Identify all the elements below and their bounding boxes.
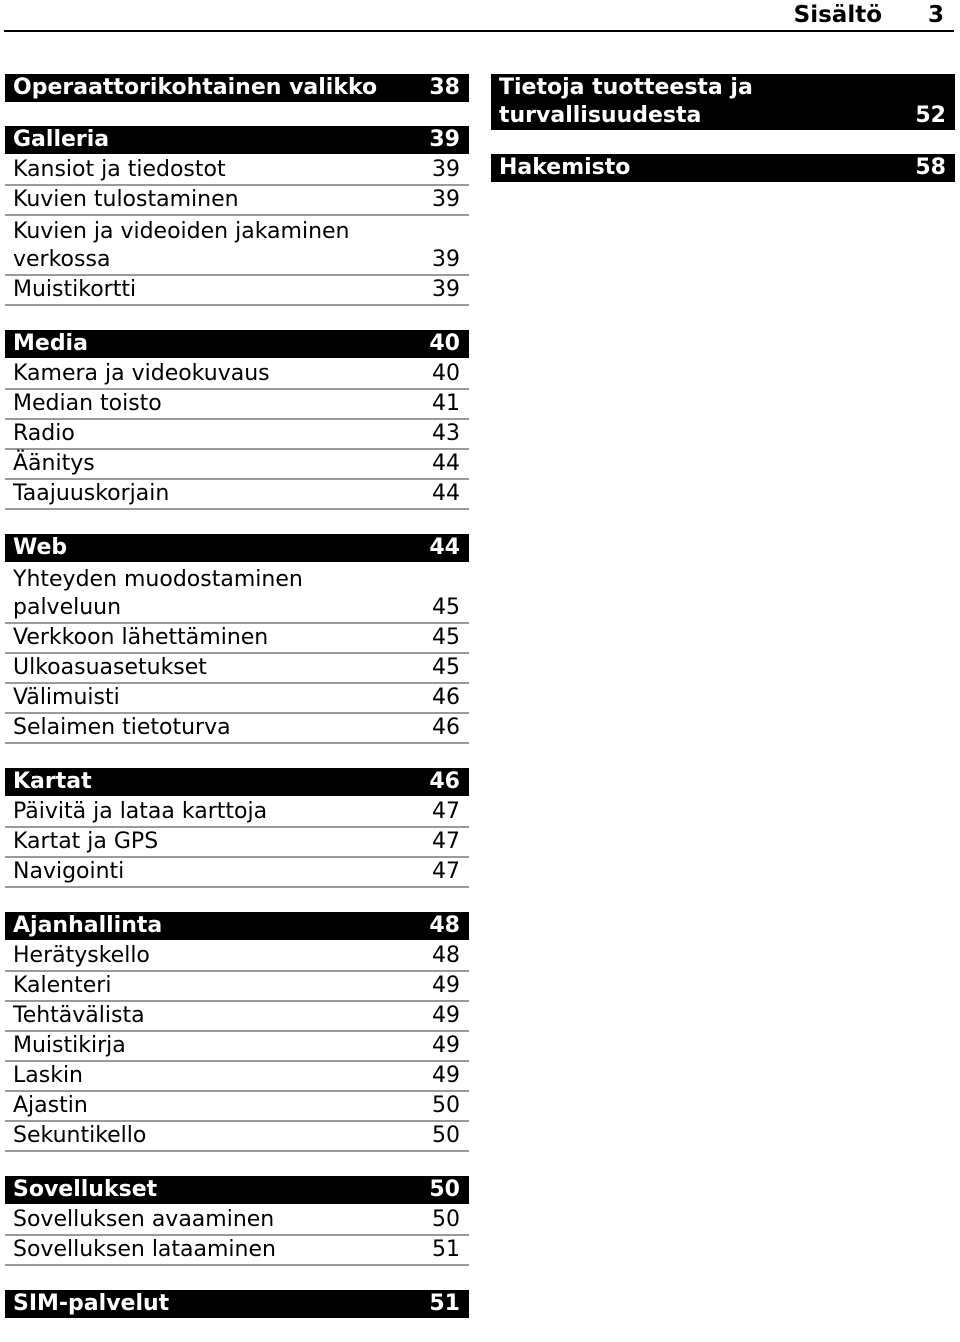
entry-label: Sovelluksen lataaminen (13, 1237, 276, 1262)
toc-entry[interactable] (5, 450, 469, 480)
toc-entry[interactable] (5, 390, 469, 420)
toc-entry[interactable] (5, 564, 469, 624)
toc-entry[interactable] (5, 654, 469, 684)
toc-section-heading[interactable] (491, 154, 955, 182)
entry-label: Ulkoasuasetukset (13, 655, 207, 680)
toc-entry[interactable] (5, 1122, 469, 1152)
entry-page-number: 45 (432, 625, 460, 650)
entry-page-number: 45 (432, 595, 460, 620)
section-page-number: 48 (429, 913, 460, 938)
entry-page-number: 50 (432, 1093, 460, 1118)
entry-page-number: 39 (432, 157, 460, 182)
section-page-number: 38 (429, 75, 460, 100)
entry-label: Äänitys (13, 451, 95, 476)
page-header (4, 0, 954, 32)
toc-section-heading[interactable] (5, 534, 469, 562)
entry-label: Ajastin (13, 1093, 88, 1118)
toc-section-heading[interactable] (5, 126, 469, 154)
entry-page-number: 49 (432, 1033, 460, 1058)
toc-entry[interactable] (5, 1032, 469, 1062)
toc-section-kartat (5, 768, 469, 888)
toc-entry[interactable] (5, 276, 469, 306)
entry-page-number: 43 (432, 421, 460, 446)
toc-entry[interactable] (5, 1062, 469, 1092)
toc-left-column (5, 74, 469, 1342)
entry-label: Taajuuskorjain (13, 481, 170, 506)
page-title: Sisältö (793, 2, 882, 28)
toc-section-ajanhallinta (5, 912, 469, 1152)
section-page-number: 44 (429, 535, 460, 560)
entry-page-number: 47 (432, 799, 460, 824)
entry-label: Kuvien tulostaminen (13, 187, 239, 212)
toc-section-galleria (5, 126, 469, 306)
toc-section-heading[interactable] (5, 1176, 469, 1204)
entry-page-number: 40 (432, 361, 460, 386)
toc-section-heading[interactable] (5, 768, 469, 796)
toc-entry[interactable] (5, 1002, 469, 1032)
toc-section-heading[interactable] (5, 330, 469, 358)
section-title: Web (13, 535, 68, 560)
entry-label: Sovelluksen avaaminen (13, 1207, 275, 1232)
toc-entry[interactable] (5, 156, 469, 186)
entry-page-number: 50 (432, 1123, 460, 1148)
entry-page-number: 50 (432, 1207, 460, 1232)
entry-page-number: 39 (432, 277, 460, 302)
entry-page-number: 45 (432, 655, 460, 680)
toc-section-media (5, 330, 469, 510)
entry-label: Kamera ja videokuvaus (13, 361, 270, 386)
toc-entry[interactable] (5, 1092, 469, 1122)
entry-label: Navigointi (13, 859, 125, 884)
entry-page-number: 48 (432, 943, 460, 968)
entry-label: Tehtävälista (13, 1003, 145, 1028)
toc-entry[interactable] (5, 360, 469, 390)
entry-page-number: 46 (432, 715, 460, 740)
toc-entry[interactable] (5, 186, 469, 216)
toc-section-operaattorikohtainen-valikko (5, 74, 469, 102)
toc-entry[interactable] (5, 480, 469, 510)
entry-label: Laskin (13, 1063, 83, 1088)
toc-entry[interactable] (5, 828, 469, 858)
toc-section-hakemisto (491, 154, 955, 182)
entry-page-number: 47 (432, 829, 460, 854)
toc-entry[interactable] (5, 942, 469, 972)
entry-label: Välimuisti (13, 685, 120, 710)
toc-section-heading[interactable] (5, 912, 469, 940)
toc-entry[interactable] (5, 714, 469, 744)
toc-right-column (491, 74, 955, 206)
section-page-number: 58 (915, 155, 946, 180)
toc-entry[interactable] (5, 1206, 469, 1236)
entry-page-number: 47 (432, 859, 460, 884)
section-page-number: 51 (429, 1291, 460, 1316)
section-page-number: 52 (915, 103, 946, 128)
toc-entry[interactable] (5, 1236, 469, 1266)
entry-label: Median toisto (13, 391, 162, 416)
entry-page-number: 46 (432, 685, 460, 710)
toc-entry[interactable] (5, 624, 469, 654)
toc-entry[interactable] (5, 972, 469, 1002)
entry-page-number: 39 (432, 247, 460, 272)
entry-label: Muistikortti (13, 277, 137, 302)
toc-section-heading[interactable] (5, 1290, 469, 1318)
entry-page-number: 49 (432, 973, 460, 998)
page-number: 3 (927, 2, 944, 28)
section-page-number: 50 (429, 1177, 460, 1202)
toc-entry[interactable] (5, 798, 469, 828)
toc-section-sovellukset (5, 1176, 469, 1266)
section-page-number: 46 (429, 769, 460, 794)
entry-page-number: 39 (432, 187, 460, 212)
entry-label: Selaimen tietoturva (13, 715, 231, 740)
entry-page-number: 51 (432, 1237, 460, 1262)
section-page-number: 40 (429, 331, 460, 356)
section-title: Kartat (13, 769, 92, 794)
toc-entry[interactable] (5, 420, 469, 450)
toc-entry[interactable] (5, 858, 469, 888)
entry-page-number: 49 (432, 1063, 460, 1088)
section-title: Galleria (13, 127, 110, 152)
entry-label: Sekuntikello (13, 1123, 147, 1148)
section-title: Operaattorikohtainen valikko (13, 75, 378, 100)
entry-label: Kansiot ja tiedostot (13, 157, 226, 182)
section-title: Hakemisto (499, 155, 631, 180)
toc-section-heading[interactable] (5, 74, 469, 102)
toc-section-sim-palvelut (5, 1290, 469, 1318)
entry-label: Verkkoon lähettäminen (13, 625, 269, 650)
section-page-number: 39 (429, 127, 460, 152)
toc-section-web (5, 534, 469, 744)
section-title: Ajanhallinta (13, 913, 163, 938)
toc-section-heading[interactable] (491, 74, 955, 130)
entry-label: Yhteyden muodostaminen palveluun (13, 567, 303, 620)
section-title: Media (13, 331, 88, 356)
section-title: SIM-palvelut (13, 1291, 170, 1316)
entry-label: Kuvien ja videoiden jakaminen verkossa (13, 219, 350, 272)
entry-page-number: 44 (432, 481, 460, 506)
entry-label: Kalenteri (13, 973, 112, 998)
entry-page-number: 49 (432, 1003, 460, 1028)
entry-label: Herätyskello (13, 943, 150, 968)
entry-page-number: 44 (432, 451, 460, 476)
section-title: Tietoja tuotteesta ja turvallisuudesta (499, 75, 753, 128)
toc-entry[interactable] (5, 684, 469, 714)
entry-label: Kartat ja GPS (13, 829, 159, 854)
entry-label: Päivitä ja lataa karttoja (13, 799, 268, 824)
toc-section-tietoja-tuotteesta-ja-turvallisuudesta (491, 74, 955, 130)
section-title: Sovellukset (13, 1177, 158, 1202)
entry-label: Muistikirja (13, 1033, 126, 1058)
toc-entry[interactable] (5, 216, 469, 276)
entry-page-number: 41 (432, 391, 460, 416)
entry-label: Radio (13, 421, 75, 446)
